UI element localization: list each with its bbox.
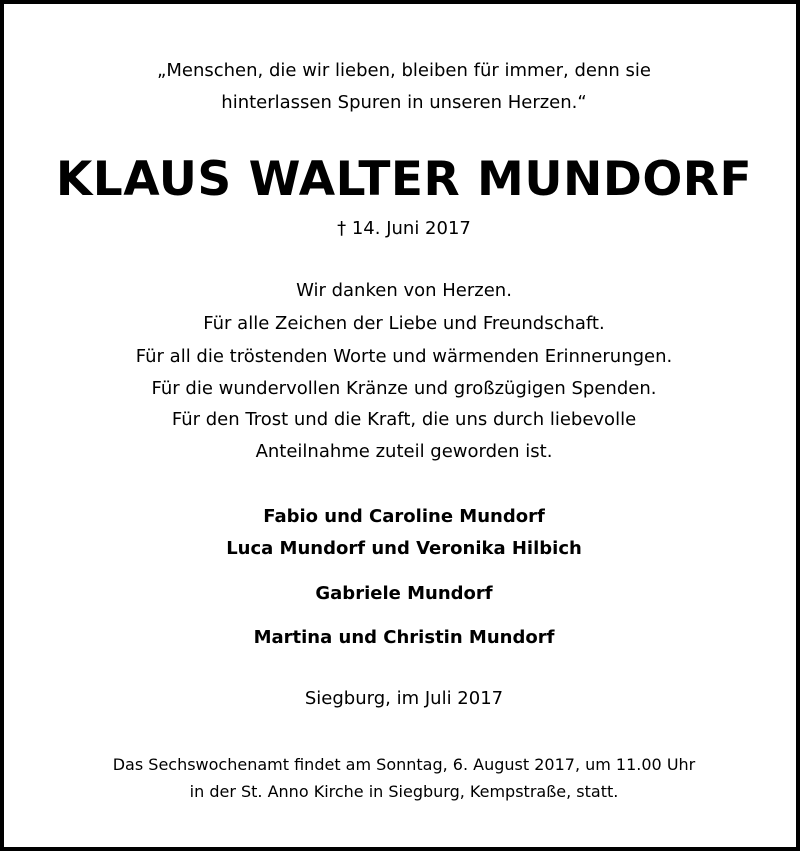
deceased-name: KLAUS WALTER MUNDORF — [55, 152, 753, 207]
place-date: Siegburg, im Juli 2017 — [304, 688, 504, 709]
death-date: † 14. Juni 2017 — [337, 218, 471, 239]
family-member: Luca Mundorf und Veronika Hilbich — [226, 538, 582, 559]
family-member: Martina und Christin Mundorf — [253, 627, 555, 648]
quote-line-2: hinterlassen Spuren in unseren Herzen.“ — [221, 92, 587, 113]
thanks-line: Wir danken von Herzen. — [296, 280, 512, 301]
thanks-line: Für all die tröstenden Worte und wärmenden Erinnerungen. — [135, 346, 673, 367]
thanks-line: Für den Trost und die Kraft, die uns durch liebevolle — [171, 409, 637, 430]
service-notice-line-2: in der St. Anno Kirche in Siegburg, Kempstraße, statt. — [189, 782, 619, 801]
family-member: Gabriele Mundorf — [315, 583, 493, 604]
service-notice-line-1: Das Sechswochenamt findet am Sonntag, 6. August 2017, um 11.00 Uhr — [112, 755, 696, 774]
thanks-line: Für alle Zeichen der Liebe und Freundschaft. — [203, 313, 605, 334]
quote-line-1: „Menschen, die wir lieben, bleiben für immer, denn sie — [157, 60, 651, 81]
family-member: Fabio und Caroline Mundorf — [263, 506, 545, 527]
thanks-line: Für die wundervollen Kränze und großzügigen Spenden. — [151, 378, 657, 399]
thanks-line: Anteilnahme zuteil geworden ist. — [255, 441, 553, 462]
